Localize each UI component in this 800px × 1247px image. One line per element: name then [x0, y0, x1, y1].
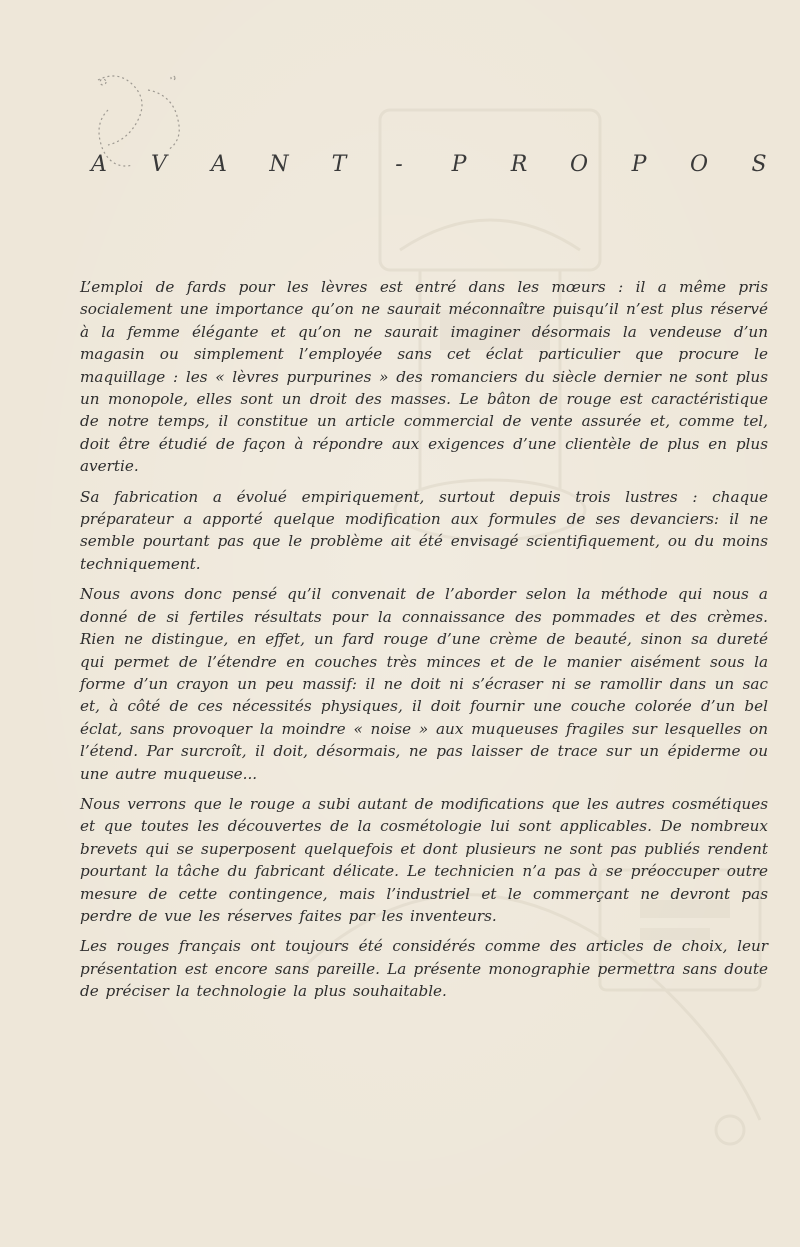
title-letter: P	[631, 152, 647, 177]
title-letter: T	[331, 152, 347, 177]
page-title	[84, 152, 774, 177]
title-letter: -	[395, 152, 403, 177]
title-letter: P	[451, 152, 467, 177]
title-letter: V	[151, 152, 167, 177]
title-letter: O	[569, 152, 589, 177]
paragraph-3: Nous avons donc pensé qu’il convenait de l’aborder selon la méthode qui nous a donné de si fertiles résultats pour la connaissance des pommades et des crèmes. Rien ne distingue, en effet, un fard rouge d’une crème de beauté, sinon sa dureté qui permet de l’étendre en couches très minces et de le manier aisément sous la forme d’un crayon un peu massif: il ne doit ni s’écraser ni se ramollir dans un sac et, à côté de ces nécessités physiques, il doit fournir une couche colorée d’un bel éclat, sans provoquer la moindre « noise » aux muqueuses fragiles sur lesquelles on l’étend. Par surcroît, il doit, désormais, ne pas laisser de trace sur un épiderme ou une autre muqueuse...	[80, 585, 768, 783]
paragraph-4: Nous verrons que le rouge a subi autant de modifications que les autres cosmétiques et que toutes les découvertes de la cosmétologie lui sont applicables. De nombreux brevets qui se superposent quelquefois et dont plusieurs ne sont pas publiés rendent pourtant la tâche du fabricant délicate. Le technicien n’a pas à se préoccuper outre mesure de cette contingence, mais l’industriel et le commerçant ne devront pas perdre de vue les réserves faites par les inventeurs.	[80, 794, 768, 925]
paragraph-2: Sa fabrication a évolué empiriquement, surtout depuis trois lustres : chaque préparateur a apporté quelque modification aux formules de ses devanciers: il ne semble pourtant pas que le problème ait été envisagé scientifiquement, ou du moins techniquement.	[80, 487, 768, 573]
title-letter: S	[751, 152, 767, 177]
paragraph-1: L’emploi de fards pour les lèvres est entré dans les mœurs : il a même pris socialement une importance qu’on ne saurait méconnaître puisqu’il n’est plus réservé à la femme élégante et qu’on ne saurait imaginer désormais la vendeuse d’un magasin ou simplement l’employée sans cet éclat particulier que procure le maquillage : les « lèvres purpurines » des romanciers du siècle dernier ne sont plus un monopole, elles sont un droit des masses. Le bâton de rouge est caractéristique de notre temps, il constitue un article commercial de vente assurée et, comme tel, doit être étudié de façon à répondre aux exigences d’une clientèle de plus en plus avertie.	[80, 278, 768, 476]
title-letter: O	[689, 152, 709, 177]
title-letter: A	[211, 152, 227, 177]
title-letter: A	[91, 152, 107, 177]
body-text	[80, 276, 768, 1011]
title-letter: R	[510, 152, 528, 177]
paragraph-5: Les rouges français ont toujours été considérés comme des articles de choix, leur présentation est encore sans pareille. La présente monographie permettra sans doute de préciser la technologie la plus souhaitable.	[80, 937, 768, 1001]
title-letter: N	[269, 152, 289, 177]
